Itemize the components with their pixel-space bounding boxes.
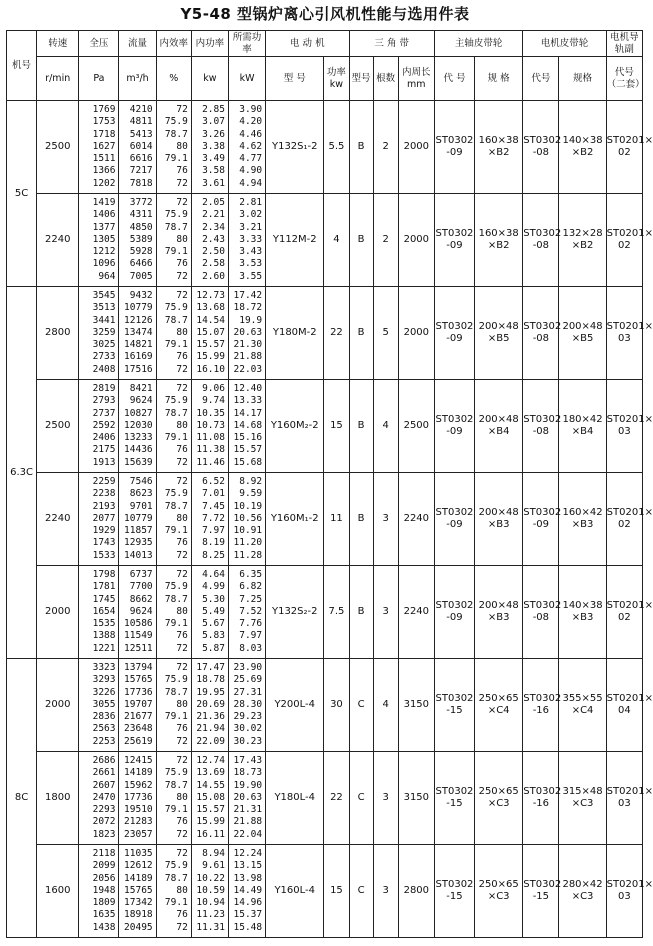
header-belt-type: 型号: [349, 57, 373, 101]
motor-pulley-code-cell: ST0302 -08: [523, 566, 559, 659]
motor-power-cell: 15: [324, 380, 349, 473]
rail-code-cell: ST0201× 03: [606, 845, 642, 938]
header-efficiency-unit: %: [156, 57, 191, 101]
belt-type-cell: C: [349, 845, 373, 938]
internal-power-cell: 2.85 3.07 3.26 3.38 3.49 3.58 3.61: [191, 101, 228, 194]
header-internal-power-unit: kw: [191, 57, 228, 101]
header-motor-model: 型 号: [266, 57, 324, 101]
header-required-power: 所需功率: [228, 31, 265, 57]
main-pulley-spec-cell: 200×48 ×B3: [475, 566, 523, 659]
belt-count-cell: 3: [373, 473, 398, 566]
internal-power-cell: 8.94 9.61 10.22 10.59 10.94 11.23 11.31: [191, 845, 228, 938]
rail-code-cell: ST0201× 02: [606, 101, 642, 194]
belt-count-cell: 3: [373, 566, 398, 659]
main-pulley-code-cell: ST0302 -09: [434, 287, 474, 380]
table-row: [7, 101, 643, 194]
main-pulley-spec-cell: 160×38 ×B2: [475, 194, 523, 287]
required-power-cell: 23.90 25.69 27.31 28.30 29.23 30.02 30.23: [228, 659, 265, 752]
belt-count-cell: 4: [373, 659, 398, 752]
motor-pulley-code-cell: ST0302 -09: [523, 473, 559, 566]
performance-table: [6, 30, 653, 938]
efficiency-cell: 72 75.9 78.7 80 79.1 76 72: [156, 752, 191, 845]
header-main-pulley-spec: 规 格: [475, 57, 523, 101]
header-flow-unit: m³/h: [119, 57, 156, 101]
belt-length-cell: 3150: [398, 659, 434, 752]
internal-power-cell: 12.74 13.69 14.55 15.08 15.57 15.99 16.11: [191, 752, 228, 845]
main-pulley-code-cell: ST0302 -15: [434, 752, 474, 845]
belt-count-cell: 2: [373, 194, 398, 287]
motor-pulley-spec-cell: 160×42 ×B3: [559, 473, 606, 566]
belt-type-cell: B: [349, 194, 373, 287]
required-power-cell: 12.24 13.15 13.98 14.49 14.96 15.37 15.48: [228, 845, 265, 938]
internal-power-cell: 2.05 2.21 2.34 2.43 2.50 2.58 2.60: [191, 194, 228, 287]
required-power-cell: 17.42 18.72 19.9 20.63 21.30 21.88 22.03: [228, 287, 265, 380]
header-speed-unit: r/min: [37, 57, 79, 101]
table-row: [7, 566, 643, 659]
header-internal-power: 内功率: [191, 31, 228, 57]
header-pressure-unit: Pa: [79, 57, 119, 101]
motor-pulley-spec-cell: 140×38 ×B3: [559, 566, 606, 659]
belt-length-cell: 2240: [398, 566, 434, 659]
motor-pulley-code-cell: ST0302 -16: [523, 659, 559, 752]
motor-power-cell: 4: [324, 194, 349, 287]
main-pulley-spec-cell: 200×48 ×B5: [475, 287, 523, 380]
belt-type-cell: B: [349, 566, 373, 659]
motor-pulley-spec-cell: 355×55 ×C4: [559, 659, 606, 752]
header-belt-count: 根数: [373, 57, 398, 101]
flow-cell: 12415 14189 15962 17736 19510 21283 23057: [119, 752, 156, 845]
motor-pulley-code-cell: ST0302 -16: [523, 752, 559, 845]
motor-pulley-spec-cell: 132×28 ×B2: [559, 194, 606, 287]
required-power-cell: 8.92 9.59 10.19 10.56 10.91 11.20 11.28: [228, 473, 265, 566]
flow-cell: 6737 7700 8662 9624 10586 11549 12511: [119, 566, 156, 659]
main-pulley-code-cell: ST0302 -15: [434, 845, 474, 938]
belt-type-cell: B: [349, 380, 373, 473]
flow-cell: 3772 4311 4850 5389 5928 6466 7005: [119, 194, 156, 287]
motor-power-cell: 5.5: [324, 101, 349, 194]
rail-code-cell: ST0201× 02: [606, 566, 642, 659]
efficiency-cell: 72 75.9 78.7 80 79.1 76 72: [156, 101, 191, 194]
pressure-cell: 1798 1781 1745 1654 1535 1388 1221: [79, 566, 119, 659]
pressure-cell: 2118 2099 2056 1948 1809 1635 1438: [79, 845, 119, 938]
internal-power-cell: 17.47 18.78 19.95 20.69 21.36 21.94 22.09: [191, 659, 228, 752]
belt-count-cell: 3: [373, 845, 398, 938]
internal-power-cell: 9.06 9.74 10.35 10.73 11.08 11.38 11.46: [191, 380, 228, 473]
motor-model-cell: Y180L-4: [266, 752, 324, 845]
table-row: [7, 659, 643, 752]
motor-pulley-code-cell: ST0302 -08: [523, 380, 559, 473]
motor-pulley-code-cell: ST0302 -15: [523, 845, 559, 938]
belt-length-cell: 2800: [398, 845, 434, 938]
table-row: [7, 194, 643, 287]
main-pulley-spec-cell: 250×65 ×C3: [475, 845, 523, 938]
motor-model-cell: Y160L-4: [266, 845, 324, 938]
flow-cell: 13794 15765 17736 19707 21677 23648 25619: [119, 659, 156, 752]
flow-cell: 8421 9624 10827 12030 13233 14436 15639: [119, 380, 156, 473]
belt-length-cell: 2000: [398, 101, 434, 194]
rail-code-cell: ST0201× 04: [606, 659, 642, 752]
flow-cell: 9432 10779 12126 13474 14821 16169 17516: [119, 287, 156, 380]
motor-pulley-code-cell: ST0302 -08: [523, 194, 559, 287]
efficiency-cell: 72 75.9 78.7 80 79.1 76 72: [156, 659, 191, 752]
belt-type-cell: C: [349, 752, 373, 845]
motor-model-cell: Y200L-4: [266, 659, 324, 752]
speed-cell: 2800: [37, 287, 79, 380]
header-motor-pulley-spec: 规格: [559, 57, 606, 101]
belt-type-cell: C: [349, 659, 373, 752]
header-machine-no: 机号: [7, 31, 37, 101]
required-power-cell: 2.81 3.02 3.21 3.33 3.43 3.53 3.55: [228, 194, 265, 287]
speed-cell: 2500: [37, 380, 79, 473]
header-pressure: 全压: [79, 31, 119, 57]
speed-cell: 2000: [37, 659, 79, 752]
pressure-cell: 2819 2793 2737 2592 2406 2175 1913: [79, 380, 119, 473]
header-main-pulley: 主轴皮带轮: [434, 31, 522, 57]
motor-pulley-code-cell: ST0302 -08: [523, 101, 559, 194]
pressure-cell: 2686 2661 2607 2470 2293 2072 1823: [79, 752, 119, 845]
main-pulley-code-cell: ST0302 -09: [434, 194, 474, 287]
pressure-cell: 1769 1753 1718 1627 1511 1366 1202: [79, 101, 119, 194]
rail-code-cell: ST0201× 02: [606, 194, 642, 287]
motor-pulley-spec-cell: 200×48 ×B5: [559, 287, 606, 380]
motor-model-cell: Y112M-2: [266, 194, 324, 287]
header-motor-power: 功率 kw: [324, 57, 349, 101]
belt-type-cell: B: [349, 287, 373, 380]
table-row: [7, 752, 643, 845]
main-pulley-code-cell: ST0302 -09: [434, 101, 474, 194]
speed-cell: 2000: [37, 566, 79, 659]
required-power-cell: 17.43 18.73 19.90 20.63 21.31 21.88 22.04: [228, 752, 265, 845]
required-power-cell: 3.90 4.20 4.46 4.62 4.77 4.90 4.94: [228, 101, 265, 194]
motor-power-cell: 22: [324, 752, 349, 845]
belt-length-cell: 2240: [398, 473, 434, 566]
motor-model-cell: Y160M₂-2: [266, 380, 324, 473]
machine-number: 6.3C: [7, 287, 37, 659]
header-flow: 流量: [119, 31, 156, 57]
pressure-cell: 3323 3293 3226 3055 2836 2563 2253: [79, 659, 119, 752]
motor-model-cell: Y132S₂-2: [266, 566, 324, 659]
belt-length-cell: 3150: [398, 752, 434, 845]
machine-number: 8C: [7, 659, 37, 938]
motor-model-cell: Y132S₁-2: [266, 101, 324, 194]
table-row: [7, 380, 643, 473]
header-belt-length: 内周长 mm: [398, 57, 434, 101]
motor-model-cell: Y180M-2: [266, 287, 324, 380]
header-motor-pulley: 电机皮带轮: [523, 31, 606, 57]
belt-type-cell: B: [349, 473, 373, 566]
table-row: [7, 845, 643, 938]
rail-code-cell: ST0201× 02: [606, 473, 642, 566]
speed-cell: 1800: [37, 752, 79, 845]
belt-count-cell: 4: [373, 380, 398, 473]
motor-pulley-spec-cell: 140×38 ×B2: [559, 101, 606, 194]
main-pulley-spec-cell: 250×65 ×C4: [475, 659, 523, 752]
header-efficiency: 内效率: [156, 31, 191, 57]
header-motor: 电 动 机: [266, 31, 349, 57]
flow-cell: 4210 4811 5413 6014 6616 7217 7818: [119, 101, 156, 194]
machine-number: 5C: [7, 101, 37, 287]
table-row: [7, 287, 643, 380]
motor-power-cell: 15: [324, 845, 349, 938]
belt-length-cell: 2000: [398, 194, 434, 287]
main-pulley-spec-cell: 250×65 ×C3: [475, 752, 523, 845]
efficiency-cell: 72 75.9 78.7 80 79.1 76 72: [156, 566, 191, 659]
internal-power-cell: 6.52 7.01 7.45 7.72 7.97 8.19 8.25: [191, 473, 228, 566]
header-speed: 转速: [37, 31, 79, 57]
speed-cell: 2240: [37, 473, 79, 566]
efficiency-cell: 72 75.9 78.7 80 79.1 76 72: [156, 380, 191, 473]
required-power-cell: 12.40 13.33 14.17 14.68 15.16 15.57 15.68: [228, 380, 265, 473]
efficiency-cell: 72 75.9 78.7 80 79.1 76 72: [156, 845, 191, 938]
belt-count-cell: 5: [373, 287, 398, 380]
motor-pulley-code-cell: ST0302 -08: [523, 287, 559, 380]
motor-pulley-spec-cell: 315×48 ×C3: [559, 752, 606, 845]
header-rail: 电机导轨副: [606, 31, 642, 57]
main-pulley-spec-cell: 200×48 ×B3: [475, 473, 523, 566]
rail-code-cell: ST0201× 03: [606, 287, 642, 380]
flow-cell: 7546 8623 9701 10779 11857 12935 14013: [119, 473, 156, 566]
main-pulley-code-cell: ST0302 -09: [434, 566, 474, 659]
internal-power-cell: 4.64 4.99 5.30 5.49 5.67 5.83 5.87: [191, 566, 228, 659]
header-required-power-unit: kW: [228, 57, 265, 101]
flow-cell: 11035 12612 14189 15765 17342 18918 20495: [119, 845, 156, 938]
efficiency-cell: 72 75.9 78.7 80 79.1 76 72: [156, 194, 191, 287]
motor-power-cell: 30: [324, 659, 349, 752]
motor-model-cell: Y160M₁-2: [266, 473, 324, 566]
main-pulley-code-cell: ST0302 -09: [434, 473, 474, 566]
header-rail-code: 代号 （二套）: [606, 57, 642, 101]
header-motor-pulley-code: 代号: [523, 57, 559, 101]
internal-power-cell: 12.73 13.68 14.54 15.07 15.57 15.99 16.10: [191, 287, 228, 380]
header-belt: 三 角 带: [349, 31, 434, 57]
belt-count-cell: 3: [373, 752, 398, 845]
main-pulley-code-cell: ST0302 -09: [434, 380, 474, 473]
belt-count-cell: 2: [373, 101, 398, 194]
pressure-cell: 2259 2238 2193 2077 1929 1743 1533: [79, 473, 119, 566]
belt-length-cell: 2500: [398, 380, 434, 473]
main-pulley-spec-cell: 160×38 ×B2: [475, 101, 523, 194]
speed-cell: 2500: [37, 101, 79, 194]
speed-cell: 1600: [37, 845, 79, 938]
efficiency-cell: 72 75.9 78.7 80 79.1 76 72: [156, 287, 191, 380]
speed-cell: 2240: [37, 194, 79, 287]
rail-code-cell: ST0201× 03: [606, 752, 642, 845]
required-power-cell: 6.35 6.82 7.25 7.52 7.76 7.97 8.03: [228, 566, 265, 659]
motor-power-cell: 22: [324, 287, 349, 380]
belt-type-cell: B: [349, 101, 373, 194]
table-row: [7, 473, 643, 566]
belt-length-cell: 2000: [398, 287, 434, 380]
motor-power-cell: 7.5: [324, 566, 349, 659]
efficiency-cell: 72 75.9 78.7 80 79.1 76 72: [156, 473, 191, 566]
pressure-cell: 3545 3513 3441 3259 3025 2733 2408: [79, 287, 119, 380]
main-pulley-code-cell: ST0302 -15: [434, 659, 474, 752]
motor-pulley-spec-cell: 280×42 ×C3: [559, 845, 606, 938]
main-pulley-spec-cell: 200×48 ×B4: [475, 380, 523, 473]
page-title: Y5-48 型锅炉离心引风机性能与选用件表: [180, 5, 470, 23]
pressure-cell: 1419 1406 1377 1305 1212 1096 964: [79, 194, 119, 287]
motor-pulley-spec-cell: 180×42 ×B4: [559, 380, 606, 473]
header-main-pulley-code: 代 号: [434, 57, 474, 101]
rail-code-cell: ST0201× 03: [606, 380, 642, 473]
motor-power-cell: 11: [324, 473, 349, 566]
